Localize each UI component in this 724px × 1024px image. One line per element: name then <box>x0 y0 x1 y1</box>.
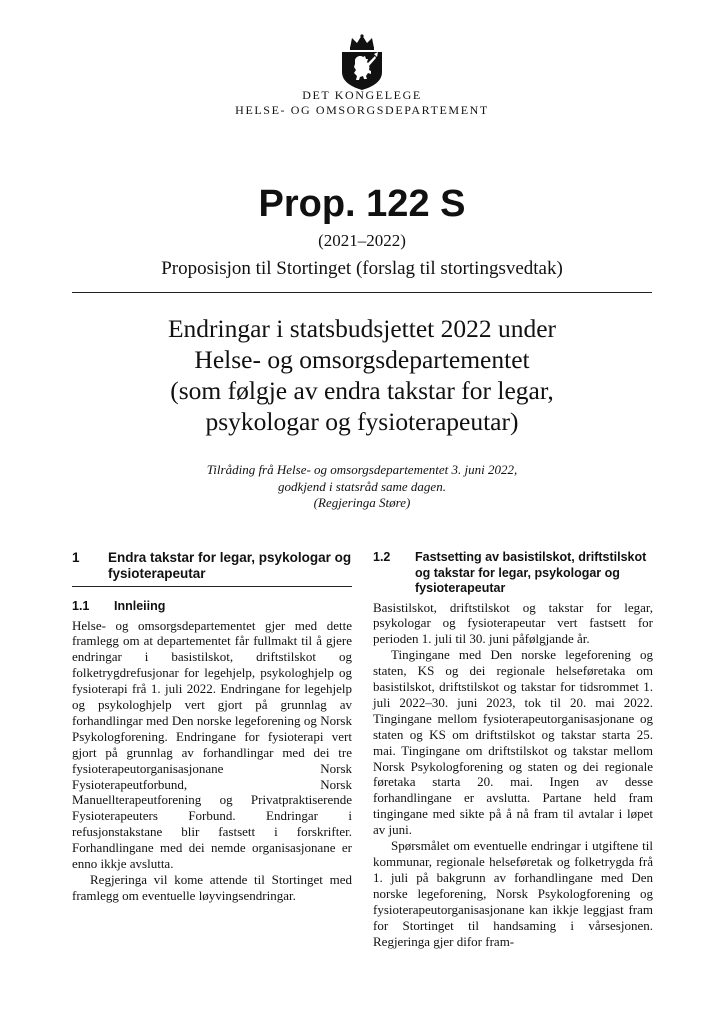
document-title <box>100 313 624 437</box>
session-years: (2021–2022) <box>318 231 406 250</box>
section-1-heading <box>72 550 352 587</box>
paragraph: Regjeringa vil kome attende til Stortinget med framlegg om eventuelle løyvingsendringar. <box>72 872 352 903</box>
paragraph: Spørsmålet om eventuelle endringar i utgiftene til kommunar, regionale helseføretak og folketrygda frå 1. juli på bakgrunn av forhandlingane med Den norske legeforening, Norsk Psykologforening og fysioterapeutorganisasjonane kan ikkje leggjast fram for Stortinget til handsaming i vårsesjonen. Regjeringa gjer difor fram- <box>373 838 653 949</box>
approval-line-1: Tilråding frå Helse- og omsorgsdepartementet 3. juni 2022, <box>206 462 518 477</box>
coat-of-arms-emblem <box>338 34 386 90</box>
section-1-title: Endra takstar for legar, psykologar og fysioterapeutar <box>108 550 352 581</box>
section-1-1-heading <box>72 599 352 615</box>
section-1-2-heading <box>373 550 653 597</box>
approval-note <box>100 462 624 512</box>
ministry-line-1: DET KONGELEGE <box>302 88 422 102</box>
document-title-line-2: Helse- og omsorgsdepartementet <box>194 345 530 374</box>
section-1-1-title: Innleiing <box>114 599 166 613</box>
document-title-line-1: Endringar i statsbudsjettet 2022 under <box>167 314 557 343</box>
left-column <box>72 550 352 904</box>
section-1-1-body <box>72 618 352 904</box>
document-title-line-4: psykologar og fysioterapeutar) <box>205 407 519 436</box>
paragraph: Basistilskot, driftstilskot og takstar for legar, psykologar og fysioterapeutar vert fastsett for perioden 1. juli til 30. juni påfølgjande år. <box>373 599 653 647</box>
document-title-line-3: (som følgje av endra takstar for legar, <box>170 376 554 405</box>
header-divider <box>72 292 652 293</box>
paragraph: Tingingane med Den norske legeforening og staten, KS og dei regionale helseføretaka om basistilskot, driftstilskot og takstar for tidsrommet 1. juli 2022–30. juni 2023, tok til 20. mai 2022. Tingingane mellom fysioterapeutorganisasjonane og staten og KS om driftstilskot og takstar starta 25. mai. Tingingane om driftstilskot og takstar mellom Norsk Psykologforening og staten og dei regionale føretaka starta 20. mai. Ingen av desse forhandlingane er avslutta. Partane held fram tingingane med sikte på å nå fram til avtalar i løpet av juni. <box>373 647 653 838</box>
proposition-subtitle: Proposisjon til Stortinget (forslag til stortingsvedtak) <box>161 258 563 279</box>
approval-line-3: (Regjeringa Støre) <box>313 495 411 510</box>
section-1-number: 1 <box>72 550 80 565</box>
norwegian-coat-of-arms-icon <box>338 34 386 90</box>
section-1-2-title: Fastsetting av basistilskot, driftstilskot og takstar for legar, psykologar og fysioterapeutar <box>415 550 647 595</box>
paragraph: Helse- og omsorgsdepartementet gjer med dette framlegg om at departementet får fullmakt til å gjere endringar i basistilskot, driftstilskot og folketrygdrefusjonar for legehjelp, psykologhjelp og fysioterapi frå 1. juli 2022. Endringane for legehjelp og psykologhjelp vert gjort på grunnlag av forhandlingar med Den norske legeforening og Norsk Psykologforening. Endringane for fysioterapi vert gjort på grunnlag av forhandlingar med dei tre fysioterapeutorganisasjonane Norsk Fysioterapeutforbund, Norsk Manuellterapeutforening og Privatpraktiserende Fysioterapeuters Forbund. Endringar i refusjonstakstane blir fastsett i forskrifter. Forhandlingane med dei nemde organisasjonane er enno ikkje avslutta. <box>72 617 352 872</box>
ministry-name <box>180 88 544 118</box>
approval-line-2: godkjend i statsråd same dagen. <box>278 478 446 494</box>
section-1-1-number: 1.1 <box>72 599 90 613</box>
proposition-number: Prop. 122 S <box>258 183 466 225</box>
section-1-2-body <box>373 600 653 950</box>
right-column <box>373 550 653 949</box>
ministry-line-2: HELSE- OG OMSORGSDEPARTEMENT <box>235 103 489 117</box>
section-1-2-number: 1.2 <box>373 550 391 564</box>
